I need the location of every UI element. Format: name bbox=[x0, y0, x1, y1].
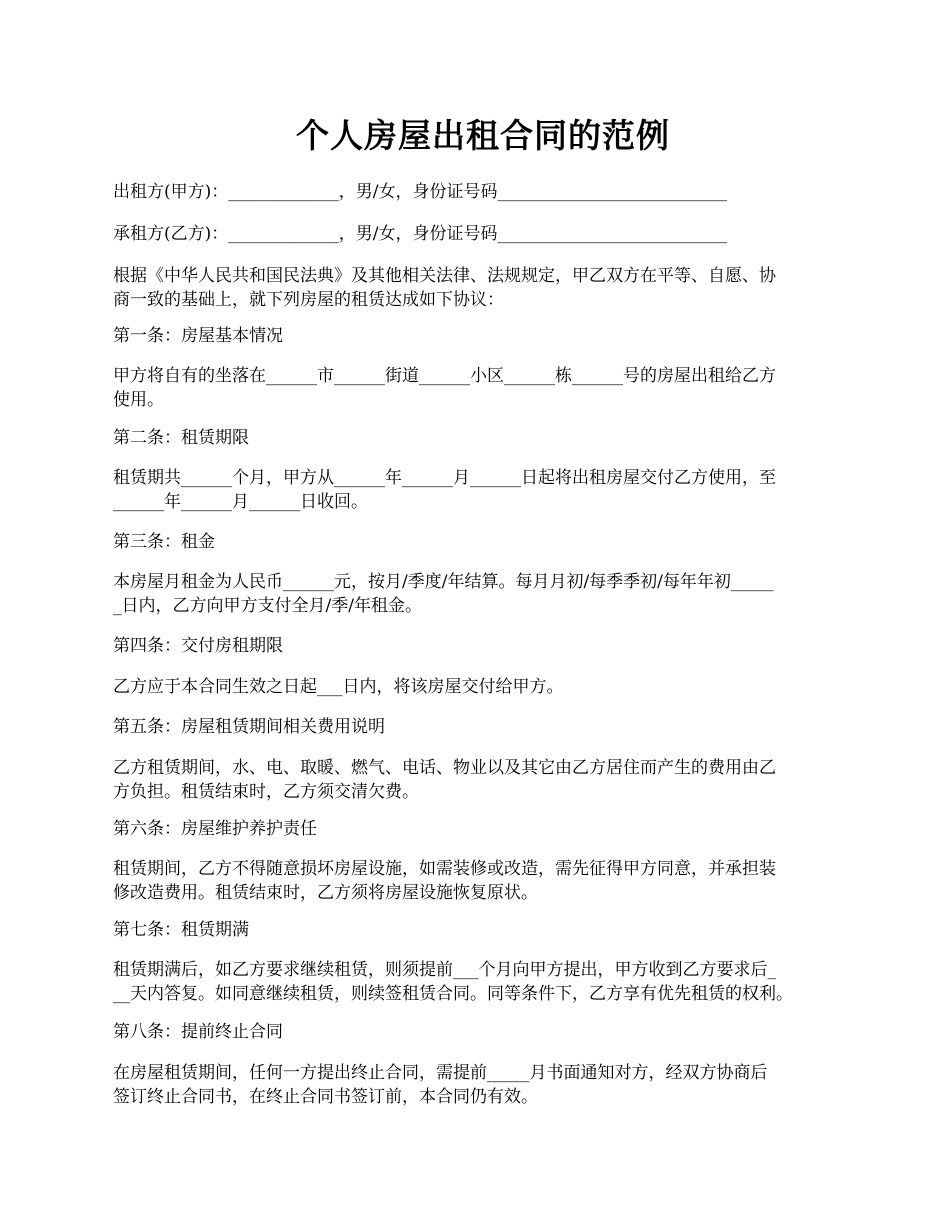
article-6-heading bbox=[113, 817, 853, 841]
paragraph-line: 方负担。租赁结束时，乙方须交清欠费。 bbox=[113, 782, 419, 802]
article-6-body bbox=[113, 857, 853, 905]
paragraph-line: 出租方(甲方)：_____________，男/女，身份证号码___________________________ bbox=[113, 182, 727, 202]
paragraph-line: 第二条：租赁期限 bbox=[113, 428, 249, 448]
paragraph-line: 租赁期满后，如乙方要求继续租赁，则须提前___个月向甲方提出，甲方收到乙方要求后_ bbox=[113, 960, 776, 980]
document-title: 个人房屋出租合同的范例 bbox=[296, 116, 670, 155]
paragraph-line: 第八条：提前终止合同 bbox=[113, 1022, 283, 1042]
paragraph-line: 租赁期间，乙方不得随意损坏房屋设施，如需装修或改造，需先征得甲方同意，并承担装 bbox=[113, 859, 776, 879]
paragraph-line: 租赁期共______个月，甲方从______年______月______日起将出租房屋交付乙方使用，至 bbox=[113, 468, 776, 488]
paragraph-line: 在房屋租赁期间，任何一方提出终止合同，需提前_____月书面通知对方，经双方协商后 bbox=[113, 1063, 768, 1083]
article-5-body bbox=[113, 756, 853, 804]
article-8-heading bbox=[113, 1020, 853, 1044]
paragraph-line: ______年______月______日收回。 bbox=[113, 492, 368, 512]
paragraph-line: 乙方租赁期间，水、电、取暖、燃气、电话、物业以及其它由乙方居住而产生的费用由乙 bbox=[113, 758, 776, 778]
paragraph-line: 根据《中华人民共和国民法典》及其他相关法律、法规规定，甲乙双方在平等、自愿、协 bbox=[113, 266, 776, 286]
paragraph-line: 承租方(乙方)：_____________，男/女，身份证号码___________________________ bbox=[113, 224, 727, 244]
article-3-heading bbox=[113, 530, 853, 554]
paragraph-line: 修改造费用。租赁结束时，乙方须将房屋设施恢复原状。 bbox=[113, 883, 538, 903]
lessee-info bbox=[113, 222, 853, 246]
article-3-body bbox=[113, 570, 853, 618]
article-8-body bbox=[113, 1061, 853, 1109]
article-1-heading bbox=[113, 324, 853, 348]
paragraph-line: 乙方应于本合同生效之日起___日内，将该房屋交付给甲方。 bbox=[113, 677, 564, 697]
paragraph-line: 本房屋月租金为人民币______元，按月/季度/年结算。每月月初/每季季初/每年年初_____ bbox=[113, 572, 774, 592]
paragraph-line: 第一条：房屋基本情况 bbox=[113, 326, 283, 346]
article-2-heading bbox=[113, 426, 853, 450]
paragraph-line: 第三条：租金 bbox=[113, 532, 215, 552]
paragraph-line: 签订终止合同书，在终止合同书签订前，本合同仍有效。 bbox=[113, 1087, 538, 1107]
paragraph-line: 商一致的基础上，就下列房屋的租赁达成如下协议： bbox=[113, 290, 504, 310]
paragraph-line: 使用。 bbox=[113, 390, 164, 410]
article-4-body bbox=[113, 675, 853, 699]
lessor-info bbox=[113, 180, 853, 204]
paragraph-line: _日内，乙方向甲方支付全月/季/年租金。 bbox=[113, 596, 422, 616]
article-5-heading bbox=[113, 715, 853, 739]
preamble bbox=[113, 264, 853, 312]
paragraph-line: 第四条：交付房租期限 bbox=[113, 636, 283, 656]
article-2-body bbox=[113, 466, 853, 514]
paragraph-line: 第六条：房屋维护养护责任 bbox=[113, 819, 317, 839]
paragraph-line: 第五条：房屋租赁期间相关费用说明 bbox=[113, 717, 385, 737]
article-4-heading bbox=[113, 634, 853, 658]
article-7-heading bbox=[113, 918, 853, 942]
paragraph-line: __天内答复。如同意继续租赁，则续签租赁合同。同等条件下，乙方享有优先租赁的权利。 bbox=[113, 984, 793, 1004]
article-7-body bbox=[113, 958, 853, 1006]
article-1-body bbox=[113, 364, 853, 412]
paragraph-line: 第七条：租赁期满 bbox=[113, 920, 249, 940]
paragraph-line: 甲方将自有的坐落在______市______街道______小区______栋______号的房屋出租给乙方 bbox=[113, 366, 776, 386]
